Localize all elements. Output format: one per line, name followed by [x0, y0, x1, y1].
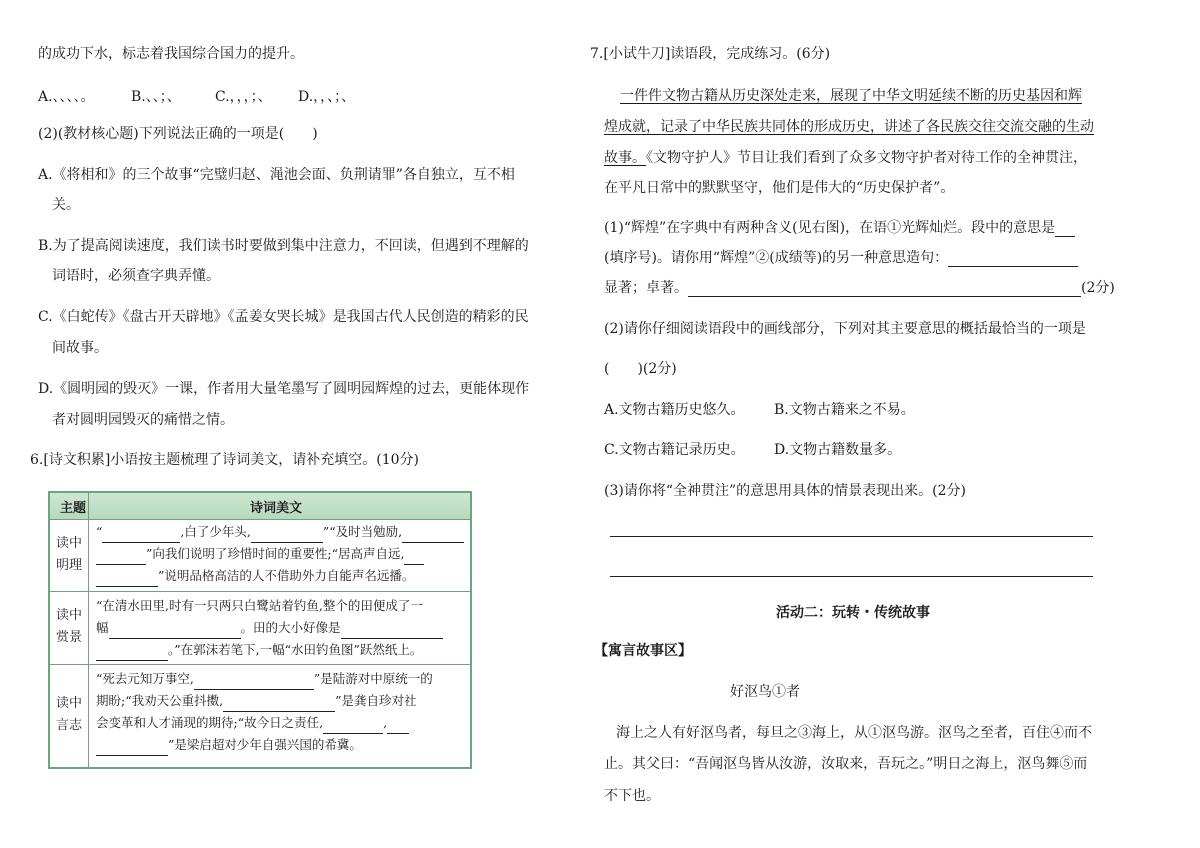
q7-3: (3)请你将“全神贯注”的意思用具体的情景表现出来。(2分) — [604, 483, 966, 499]
q7-2-option-a: A.文物古籍历史悠久。 — [604, 402, 745, 418]
q7-1-line2: (填序号)。请你用“辉煌”②(成绩等)的另一种意思造句： — [604, 249, 1078, 267]
q7-2-line1: (2)请你仔细阅读语段中的画线部分，下列对其主要意思的概括最恰当的一项是 — [604, 321, 1086, 337]
q7-stem: 7.[小试牛刀]读语段，完成练习。(6分) — [590, 46, 831, 62]
content-cell: “ ,白了少年头, ”“及时当勉励, ”向我们说明了珍惜时间的重要性;“居高声自远, ”说明品格高洁的人不借助外力自能声名远播。 — [96, 521, 464, 587]
row-divider — [50, 664, 470, 665]
fill-blank[interactable] — [96, 550, 146, 565]
fill-blank[interactable] — [96, 741, 168, 756]
q7-1-line3: 显著；卓著。 (2分) — [604, 280, 1115, 296]
q5-1-option-d: D.，，、；、 — [298, 89, 356, 105]
option-c-line1: C.《白蛇传》《盘古开天辟地》《孟姜女哭长城》是我国古代人民创造的精彩的民 — [38, 309, 529, 325]
story-line: 海上之人有好沤鸟者，每旦之③海上，从①沤鸟游。沤鸟之至者，百住④而不 — [616, 725, 1092, 741]
theme-label: 读中 赏景 — [55, 608, 82, 645]
paragraph-line: 故事。《文物守护人》节目让我们看到了众多文物守护者对待工作的全神贯注， — [604, 150, 1087, 166]
q5-1-option-b: B.、、；、 — [131, 89, 181, 105]
q5-2-stem: (2)(教材核心题)下列说法正确的一项是( ) — [38, 126, 318, 142]
option-a-line1: A.《将相和》的三个故事“完璧归赵、渑池会面、负荆请罪”各自独立，互不相 — [38, 167, 515, 183]
story-line: 止。其父曰：“吾闻沤鸟皆从汝游，汝取来，吾玩之。”明日之海上，沤鸟舞⑤而 — [604, 756, 1088, 772]
q5-1-option-c: C.，，，；、 — [215, 89, 272, 105]
fill-blank[interactable] — [341, 624, 443, 639]
option-c-line2: 间故事。 — [52, 340, 108, 356]
fill-blank[interactable] — [402, 528, 464, 543]
fill-blank[interactable] — [194, 675, 314, 690]
header-content: 诗词美文 — [250, 501, 303, 516]
theme-cell — [50, 605, 88, 649]
q7-2-option-c: C.文物古籍记录历史。 — [604, 442, 745, 458]
answer-blank[interactable] — [948, 252, 1078, 267]
q6-stem: 6.[诗文积累]小语按主题梳理了诗词美文，请补充填空。(10分) — [30, 452, 420, 468]
story-title: 好沤鸟①者 — [730, 684, 800, 700]
fill-blank[interactable] — [109, 624, 241, 639]
theme-cell — [50, 693, 88, 737]
fill-blank[interactable] — [404, 550, 424, 565]
q7-2-line2: ( )(2分) — [604, 361, 677, 377]
paragraph-line-underlined: 一件件文物古籍从历史深处走来，展现了中华文明延续不断的历史基因和辉 — [620, 88, 1082, 104]
column-divider — [88, 493, 89, 767]
fill-blank[interactable] — [323, 719, 383, 734]
answer-blank[interactable] — [1055, 222, 1075, 237]
header-theme: 主题 — [59, 501, 86, 516]
option-a-line2: 关。 — [52, 197, 80, 213]
paragraph-line: 在平凡日常中的默默坚守，他们是伟大的“历史保护者”。 — [604, 180, 955, 196]
answer-line[interactable] — [610, 536, 1093, 537]
section-heading: 【寓言故事区】 — [594, 643, 692, 659]
poetry-table — [48, 491, 472, 769]
activity-title: 活动二：玩转・传统故事 — [776, 605, 930, 621]
theme-label: 读中 明理 — [55, 536, 82, 573]
text-line: 的成功下水，标志着我国综合国力的提升。 — [38, 46, 304, 62]
fill-blank[interactable] — [251, 528, 323, 543]
fill-blank[interactable] — [96, 646, 168, 661]
option-b-line2: 词语时，必须查字典弄懂。 — [52, 268, 220, 284]
option-d-line1: D.《圆明园的毁灭》一课，作者用大量笔墨写了圆明园辉煌的过去，更能体现作 — [38, 381, 530, 397]
row-divider — [50, 591, 470, 592]
q7-2-option-b: B.文物古籍来之不易。 — [774, 402, 915, 418]
answer-blank[interactable] — [688, 282, 1081, 297]
fill-blank[interactable] — [102, 528, 180, 543]
fill-blank[interactable] — [387, 719, 409, 734]
paragraph-line-underlined: 煌成就，记录了中华民族共同体的形成历史，讲述了各民族交往交流交融的生动 — [604, 119, 1094, 135]
table-header — [50, 493, 470, 520]
option-b-line1: B.为了提高阅读速度，我们读书时要做到集中注意力，不回读，但遇到不理解的 — [38, 238, 529, 254]
fill-blank[interactable] — [96, 572, 158, 587]
q7-1-line1: (1)“辉煌”在字典中有两种含义(见右图)，在语①光辉灿烂。段中的意思是 — [604, 219, 1075, 237]
theme-cell — [50, 533, 88, 577]
option-d-line2: 者对圆明园毁灭的痛惜之情。 — [52, 412, 234, 428]
q7-2-option-d: D.文物古籍数量多。 — [774, 442, 902, 458]
content-cell: “死去元知万事空, ”是陆游对中原统一的 期盼;“我劝天公重抖擞, ”是龚自珍对社 会变革和人才涌现的期待;“故今日之责任, , ”是梁启超对少年自强兴国的希冀。 — [96, 668, 464, 756]
content-cell: “在清水田里,时有一只两只白鹭站着钓鱼,整个的田便成了一 幅 。田的大小好像是 。”在郭沫若笔下,一幅“水田钓鱼图”跃然纸上。 — [96, 595, 464, 661]
fill-blank[interactable] — [223, 697, 335, 712]
answer-line[interactable] — [610, 576, 1093, 577]
theme-label: 读中 言志 — [55, 696, 82, 733]
story-line: 不下也。 — [604, 788, 660, 804]
q5-1-option-a: A.、、、、。 — [38, 89, 95, 105]
